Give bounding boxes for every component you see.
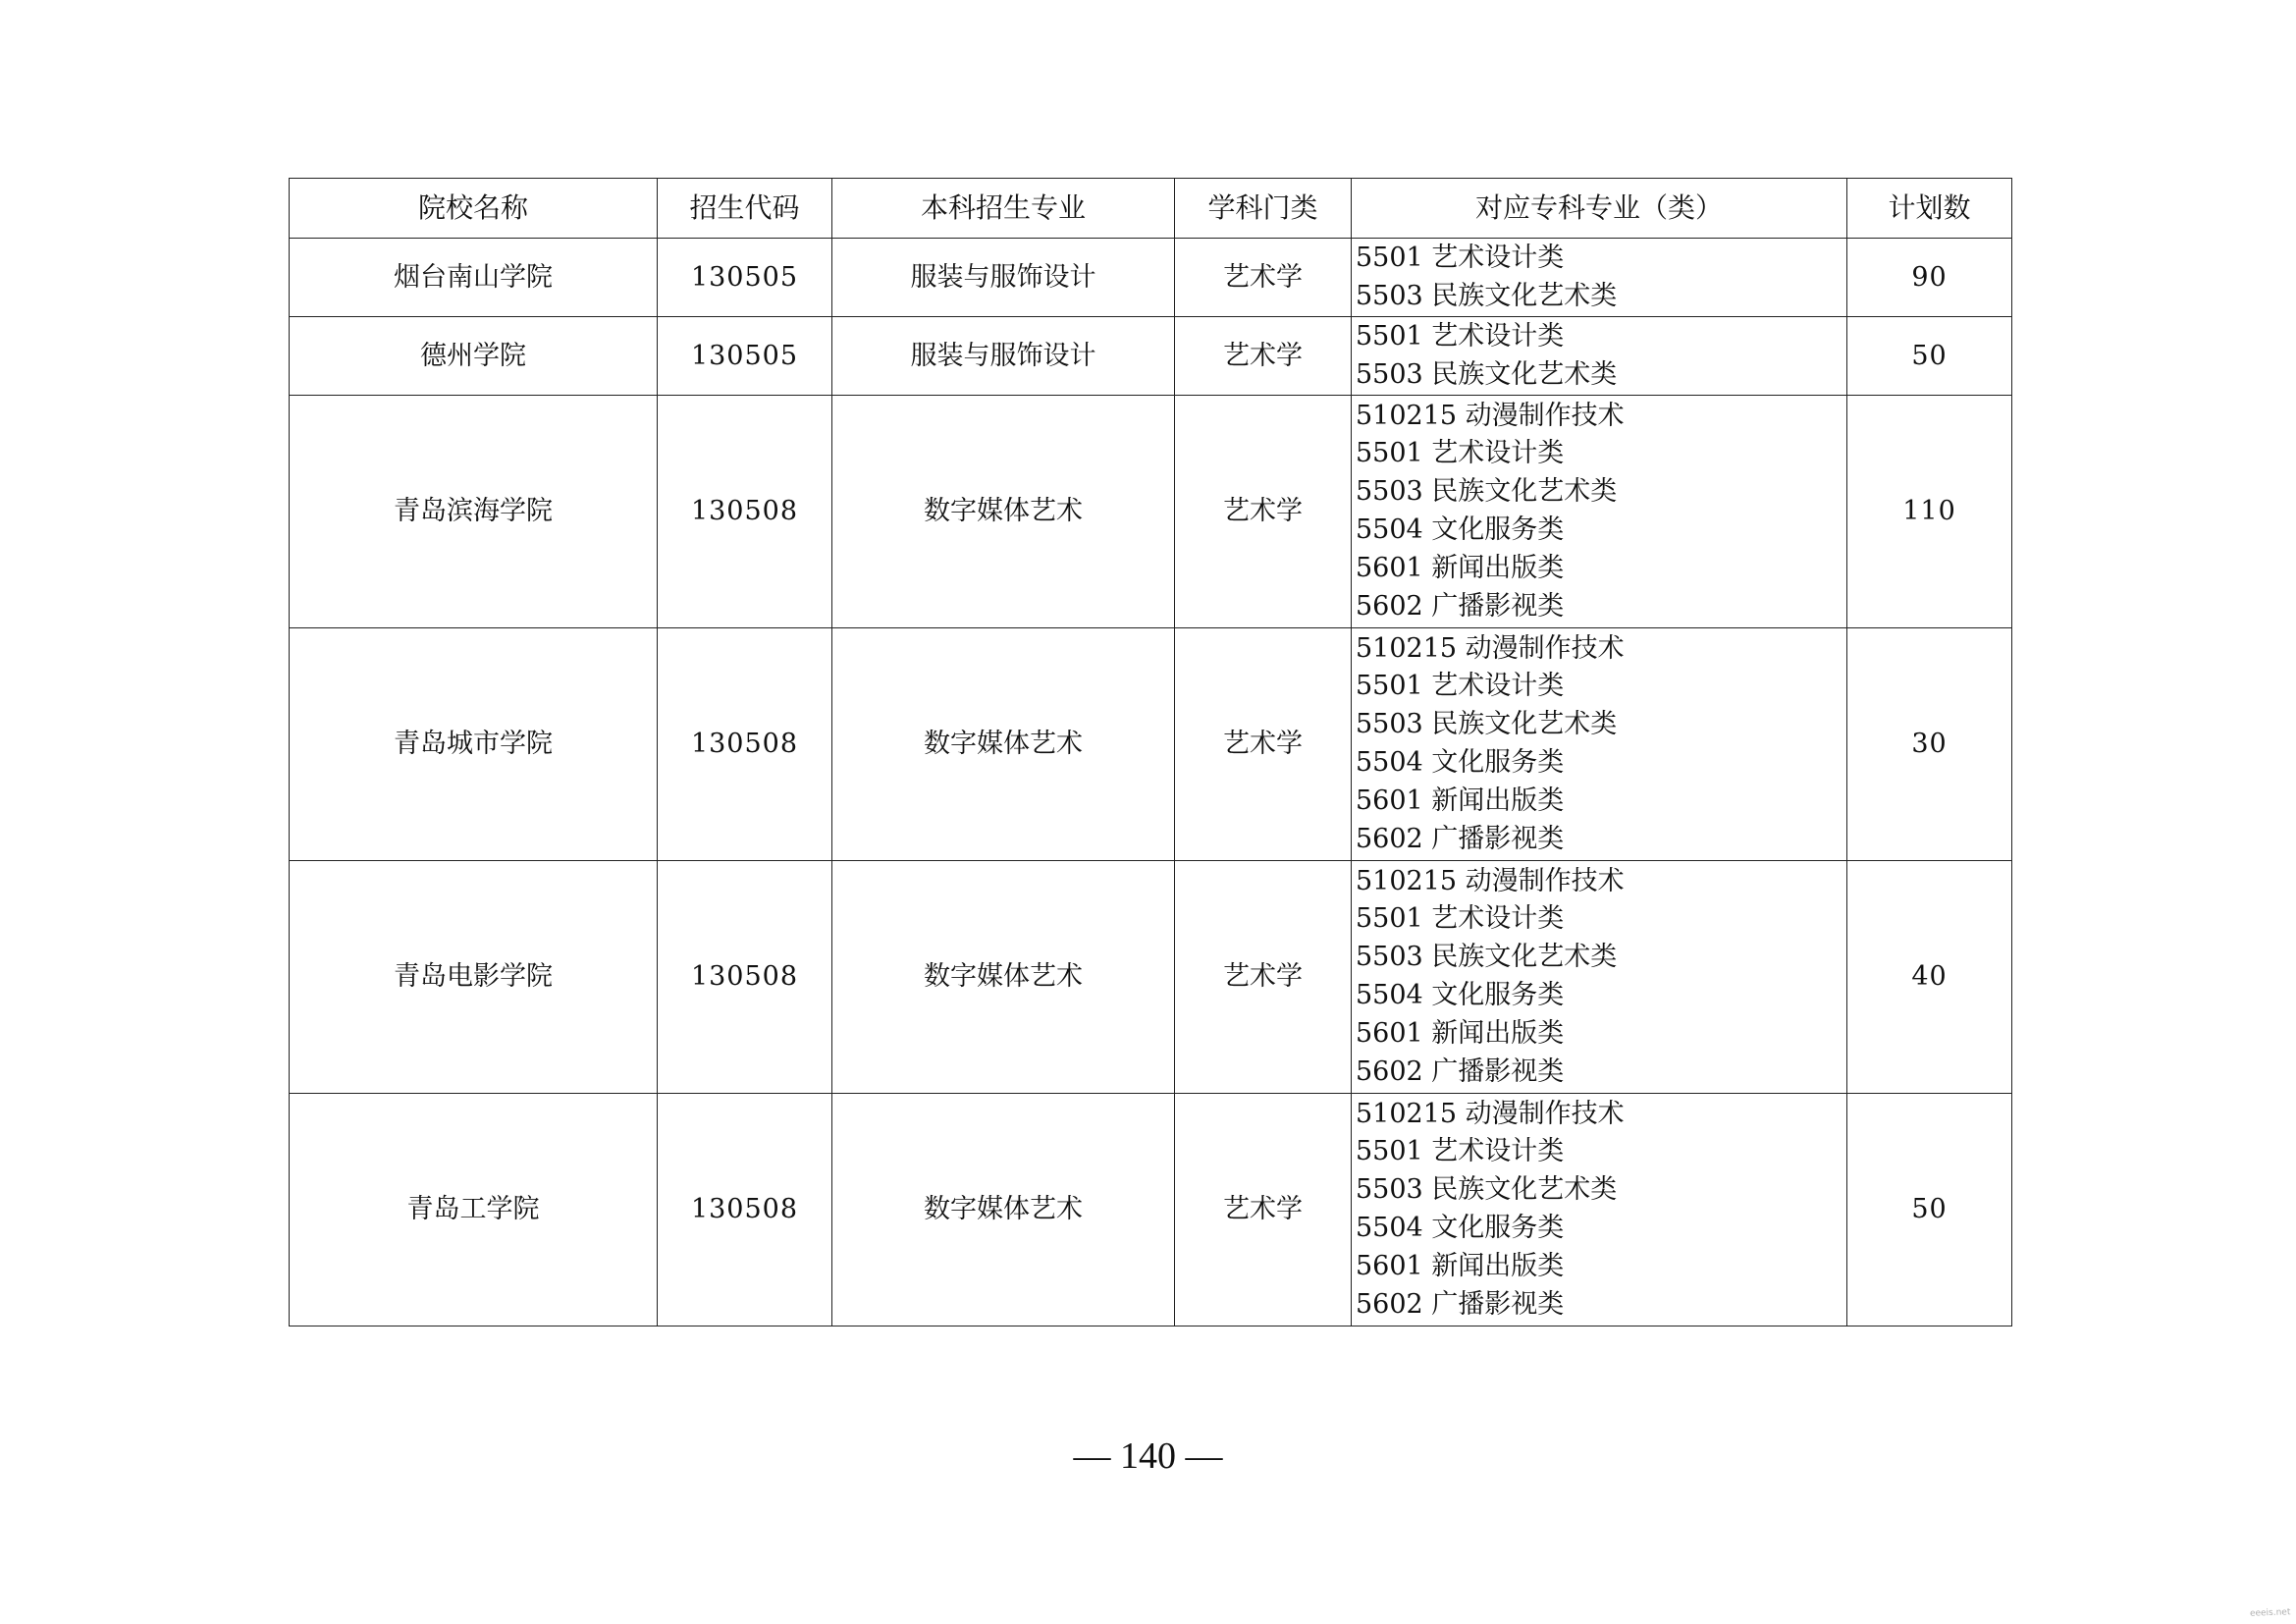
cell-related-majors bbox=[1352, 317, 1847, 396]
cell-school-name: 烟台南山学院 bbox=[290, 239, 658, 317]
cell-related-majors bbox=[1352, 628, 1847, 861]
related-major-item: 5501 艺术设计类 bbox=[1356, 320, 1565, 352]
cell-undergrad-major: 数字媒体艺术 bbox=[832, 628, 1175, 861]
cell-undergrad-major: 服装与服饰设计 bbox=[832, 239, 1175, 317]
header-school-name: 院校名称 bbox=[290, 179, 658, 239]
cell-undergrad-major: 服装与服饰设计 bbox=[832, 317, 1175, 396]
related-major-item: 5602 广播影视类 bbox=[1356, 823, 1565, 854]
related-major-item: 5504 文化服务类 bbox=[1356, 747, 1565, 778]
related-major-item: 5601 新闻出版类 bbox=[1356, 552, 1565, 583]
cell-school-name: 青岛城市学院 bbox=[290, 628, 658, 861]
cell-discipline-category: 艺术学 bbox=[1175, 1094, 1352, 1326]
cell-enrollment-code: 130508 bbox=[658, 1094, 832, 1326]
related-major-item: 5504 文化服务类 bbox=[1356, 1213, 1565, 1243]
cell-undergrad-major: 数字媒体艺术 bbox=[832, 861, 1175, 1094]
cell-discipline-category: 艺术学 bbox=[1175, 317, 1352, 396]
related-major-item: 5501 艺术设计类 bbox=[1356, 242, 1565, 273]
cell-school-name: 德州学院 bbox=[290, 317, 658, 396]
related-major-item: 5503 民族文化艺术类 bbox=[1356, 358, 1618, 390]
header-related-majors: 对应专科专业（类） bbox=[1352, 179, 1847, 239]
cell-related-majors bbox=[1352, 239, 1847, 317]
related-major-item: 5503 民族文化艺术类 bbox=[1356, 942, 1618, 973]
table-row bbox=[290, 1094, 2012, 1326]
header-undergrad-major: 本科招生专业 bbox=[832, 179, 1175, 239]
related-major-item: 5602 广播影视类 bbox=[1356, 1288, 1565, 1320]
related-major-item: 5602 广播影视类 bbox=[1356, 1056, 1565, 1087]
cell-undergrad-major: 数字媒体艺术 bbox=[832, 1094, 1175, 1326]
related-major-item: 5601 新闻出版类 bbox=[1356, 1017, 1565, 1049]
watermark: eeeis.net bbox=[2249, 1607, 2291, 1619]
header-enrollment-code: 招生代码 bbox=[658, 179, 832, 239]
cell-enrollment-code: 130508 bbox=[658, 628, 832, 861]
cell-related-majors bbox=[1352, 861, 1847, 1094]
related-major-item: 5501 艺术设计类 bbox=[1356, 671, 1565, 702]
cell-enrollment-code: 130508 bbox=[658, 861, 832, 1094]
cell-discipline-category: 艺术学 bbox=[1175, 396, 1352, 628]
cell-enrollment-code: 130508 bbox=[658, 396, 832, 628]
table-row bbox=[290, 396, 2012, 628]
related-major-item: 5501 艺术设计类 bbox=[1356, 1136, 1565, 1167]
cell-related-majors bbox=[1352, 1094, 1847, 1326]
enrollment-plan-table bbox=[289, 178, 2012, 1326]
related-major-item: 5503 民族文化艺术类 bbox=[1356, 709, 1618, 740]
table-row bbox=[290, 317, 2012, 396]
page-number: — 140 — bbox=[1073, 1435, 1223, 1477]
cell-discipline-category: 艺术学 bbox=[1175, 861, 1352, 1094]
cell-plan-count: 30 bbox=[1847, 628, 2012, 861]
cell-enrollment-code: 130505 bbox=[658, 317, 832, 396]
table-header-row bbox=[290, 179, 2012, 239]
related-major-item: 5504 文化服务类 bbox=[1356, 514, 1565, 545]
table-row bbox=[290, 239, 2012, 317]
related-major-item: 510215 动漫制作技术 bbox=[1356, 632, 1625, 664]
related-major-item: 510215 动漫制作技术 bbox=[1356, 400, 1625, 431]
related-major-item: 5504 文化服务类 bbox=[1356, 980, 1565, 1010]
cell-related-majors bbox=[1352, 396, 1847, 628]
cell-plan-count: 90 bbox=[1847, 239, 2012, 317]
related-major-item: 5503 民族文化艺术类 bbox=[1356, 476, 1618, 508]
related-major-item: 5501 艺术设计类 bbox=[1356, 903, 1565, 935]
cell-plan-count: 110 bbox=[1847, 396, 2012, 628]
related-major-item: 5501 艺术设计类 bbox=[1356, 438, 1565, 469]
cell-plan-count: 40 bbox=[1847, 861, 2012, 1094]
related-major-item: 5602 广播影视类 bbox=[1356, 590, 1565, 622]
cell-enrollment-code: 130505 bbox=[658, 239, 832, 317]
cell-discipline-category: 艺术学 bbox=[1175, 239, 1352, 317]
related-major-item: 5503 民族文化艺术类 bbox=[1356, 280, 1618, 311]
related-major-item: 5601 新闻出版类 bbox=[1356, 1250, 1565, 1281]
related-major-item: 5503 民族文化艺术类 bbox=[1356, 1174, 1618, 1206]
table-row bbox=[290, 861, 2012, 1094]
cell-school-name: 青岛工学院 bbox=[290, 1094, 658, 1326]
table-row bbox=[290, 628, 2012, 861]
cell-school-name: 青岛电影学院 bbox=[290, 861, 658, 1094]
cell-plan-count: 50 bbox=[1847, 317, 2012, 396]
related-major-item: 510215 动漫制作技术 bbox=[1356, 865, 1625, 896]
cell-undergrad-major: 数字媒体艺术 bbox=[832, 396, 1175, 628]
cell-discipline-category: 艺术学 bbox=[1175, 628, 1352, 861]
related-major-item: 510215 动漫制作技术 bbox=[1356, 1098, 1625, 1129]
header-plan-count: 计划数 bbox=[1847, 179, 2012, 239]
related-major-item: 5601 新闻出版类 bbox=[1356, 785, 1565, 816]
header-discipline-category: 学科门类 bbox=[1175, 179, 1352, 239]
cell-school-name: 青岛滨海学院 bbox=[290, 396, 658, 628]
cell-plan-count: 50 bbox=[1847, 1094, 2012, 1326]
